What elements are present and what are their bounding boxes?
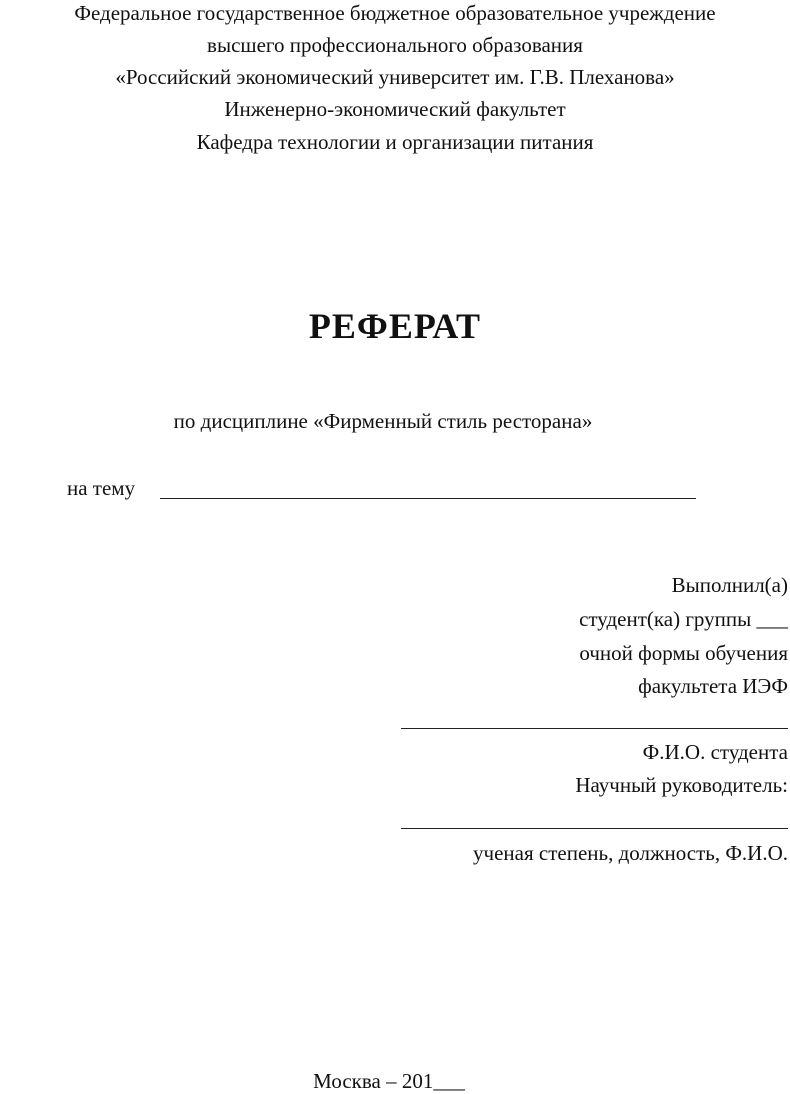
supervisor-field[interactable] [401,828,788,829]
topic-field[interactable] [160,498,696,499]
student-group: студент(ка) группы ___ [579,607,788,631]
institution-type: Федеральное государственное бюджетное образовательное учреждение [74,1,716,25]
faculty-name: Инженерно-экономический факультет [224,97,566,121]
student-name-caption: Ф.И.О. студента [642,740,788,764]
topic-label: на тему [67,476,136,500]
department-name: Кафедра технологии и организации питания [196,130,594,154]
supervisor-label: Научный руководитель: [575,773,788,797]
education-level: высшего профессионального образования [207,33,583,57]
study-form: очной формы обучения [579,641,788,665]
supervisor-caption: ученая степень, должность, Ф.И.О. [473,841,788,865]
student-name-field[interactable] [401,728,788,729]
discipline-line: по дисциплине «Фирменный стиль ресторана» [173,409,593,433]
performed-by-label: Выполнил(а) [671,573,788,597]
city-year: Москва – 201___ [313,1069,465,1093]
document-title: РЕФЕРАТ [308,306,482,346]
faculty-abbrev: факультета ИЭФ [638,674,788,698]
university-name: «Российский экономический университет им. Г.В. Плеханова» [115,65,675,89]
